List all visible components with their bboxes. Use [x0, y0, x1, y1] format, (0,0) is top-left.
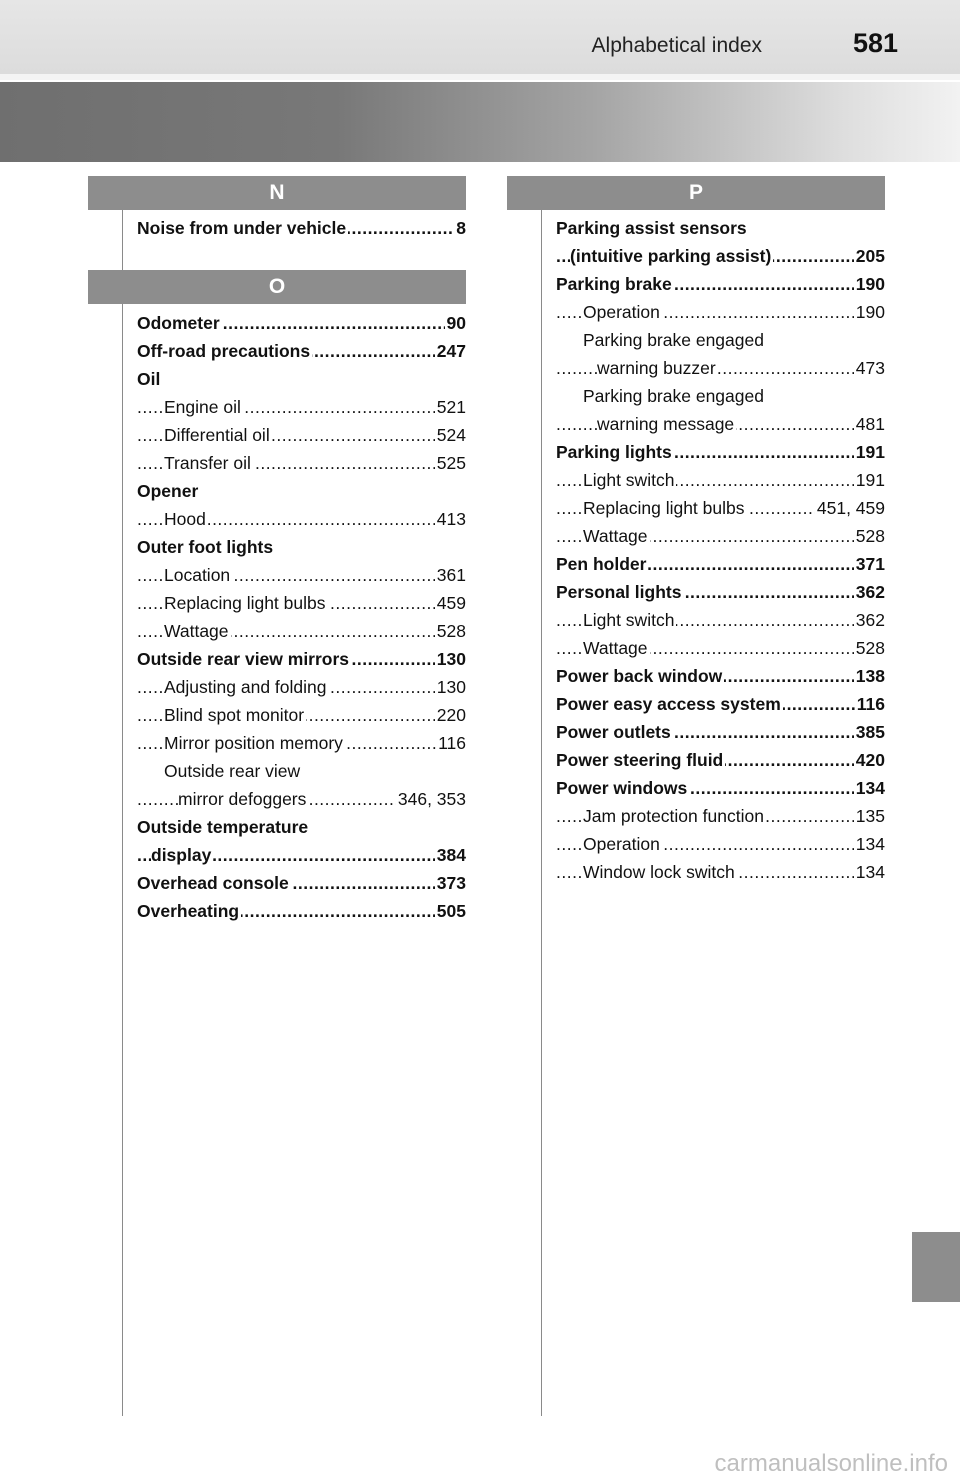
index-entry [556, 858, 885, 886]
index-entry [137, 645, 466, 673]
index-entry [556, 662, 885, 690]
entry-term: Transfer oil [164, 453, 251, 473]
index-entry [137, 309, 466, 337]
entry-term: Replacing light bulbs [583, 498, 745, 518]
index-entry [556, 438, 885, 466]
index-entry [137, 393, 466, 421]
watermark: carmanualsonline.info [714, 1450, 948, 1477]
section-p-entries [556, 214, 885, 886]
entry-page-ref: 528 [854, 522, 885, 550]
index-entry [556, 270, 885, 298]
left-column-rule [122, 210, 123, 1416]
entry-term: Off-road precautions [137, 341, 311, 361]
index-entry [556, 746, 885, 774]
entry-page-ref: 371 [854, 550, 885, 578]
page-header [0, 0, 960, 80]
entry-term: Operation [583, 834, 660, 854]
entry-term: warning buzzer [597, 358, 716, 378]
entry-page-ref: 191 [854, 466, 885, 494]
entry-term: Operation [583, 302, 660, 322]
header-title: Alphabetical index [591, 34, 762, 57]
index-entry [137, 449, 466, 477]
entry-term: Power steering fluid [556, 750, 724, 770]
entry-term: Blind spot monitor [164, 705, 305, 725]
entry-page-ref: 362 [854, 606, 885, 634]
entry-page-ref: 524 [435, 421, 466, 449]
entry-term: Outer foot lights [137, 537, 274, 557]
index-entry [556, 242, 885, 270]
section-header-o: O [88, 270, 466, 304]
entry-term: display [151, 845, 212, 865]
entry-term: Jam protection function [583, 806, 764, 826]
index-entry [137, 841, 466, 869]
entry-term: Noise from under vehicle [137, 218, 347, 238]
index-entry [556, 718, 885, 746]
entry-page-ref: 373 [435, 869, 466, 897]
index-entry [556, 326, 885, 354]
index-entry [556, 550, 885, 578]
index-entry [556, 494, 885, 522]
entry-page-ref: 205 [854, 242, 885, 270]
index-entry [556, 774, 885, 802]
entry-page-ref: 362 [854, 578, 885, 606]
index-entry [137, 813, 466, 841]
entry-page-ref: 116 [436, 729, 466, 757]
index-entry [556, 382, 885, 410]
entry-page-ref: 481 [854, 410, 885, 438]
entry-page-ref: 135 [854, 802, 885, 830]
index-entry [556, 522, 885, 550]
index-entry [556, 634, 885, 662]
entry-term: Opener [137, 481, 199, 501]
entry-page-ref: 190 [854, 298, 885, 326]
index-entry [137, 589, 466, 617]
entry-term: Engine oil [164, 397, 241, 417]
index-entry [137, 729, 466, 757]
index-entry [556, 354, 885, 382]
entry-page-ref: 130 [435, 673, 466, 701]
entry-page-ref: 134 [854, 858, 885, 886]
entry-term: Power windows [556, 778, 688, 798]
entry-term: Hood [164, 509, 206, 529]
entry-page-ref: 191 [854, 438, 885, 466]
index-entry [137, 869, 466, 897]
entry-page-ref: 346, 353 [396, 785, 466, 813]
right-column-rule [541, 210, 542, 1416]
entry-page-ref: 190 [854, 270, 885, 298]
entry-page-ref: 473 [854, 354, 885, 382]
entry-term: Power outlets [556, 722, 671, 742]
index-entry [556, 410, 885, 438]
entry-term: Replacing light bulbs [164, 593, 326, 613]
index-entry [137, 365, 466, 393]
entry-page-ref: 130 [435, 645, 466, 673]
page-number: 581 [852, 28, 898, 58]
entry-term: Window lock switch [583, 862, 735, 882]
entry-term: Parking brake [556, 274, 672, 294]
entry-page-ref: 384 [435, 841, 466, 869]
entry-term: Pen holder [556, 554, 647, 574]
entry-page-ref: 138 [854, 662, 885, 690]
entry-term: Mirror position memory [164, 733, 343, 753]
entry-page-ref: 420 [854, 746, 885, 774]
entry-term: (intuitive parking assist) [570, 246, 772, 266]
index-entry [556, 830, 885, 858]
index-entry [137, 897, 466, 925]
entry-term: Location [164, 565, 231, 585]
section-o-entries [137, 309, 466, 925]
entry-term: Odometer [137, 313, 220, 333]
entry-term: Differential oil [164, 425, 270, 445]
side-thumb-tab [912, 1232, 960, 1302]
entry-page-ref: 116 [855, 690, 885, 718]
entry-page-ref: 247 [435, 337, 466, 365]
entry-term: Outside rear view mirrors [137, 649, 350, 669]
entry-page-ref: 134 [854, 774, 885, 802]
index-entry [137, 701, 466, 729]
entry-page-ref: 8 [454, 214, 466, 242]
entry-page-ref: 525 [435, 449, 466, 477]
entry-term: Outside temperature [137, 817, 309, 837]
entry-page-ref: 361 [435, 561, 466, 589]
entry-page-ref: 385 [854, 718, 885, 746]
entry-page-ref: 220 [435, 701, 466, 729]
index-entry [137, 477, 466, 505]
index-entry [137, 337, 466, 365]
entry-term: warning message [597, 414, 735, 434]
entry-term: Adjusting and folding [164, 677, 327, 697]
index-entry [137, 561, 466, 589]
index-entry [556, 690, 885, 718]
entry-term: Light switch [583, 610, 675, 630]
entry-term: mirror defoggers [178, 789, 307, 809]
entry-term: Parking brake engaged [583, 386, 764, 406]
entry-term: Outside rear view [164, 761, 301, 781]
entry-page-ref: 451, 459 [815, 494, 885, 522]
entry-page-ref: 528 [854, 634, 885, 662]
entry-page-ref: 90 [445, 309, 466, 337]
entry-page-ref: 134 [854, 830, 885, 858]
entry-page-ref: 459 [435, 589, 466, 617]
entry-term: Wattage [583, 638, 648, 658]
index-entry [137, 533, 466, 561]
header-banner [0, 82, 960, 162]
index-entry [137, 505, 466, 533]
entry-term: Oil [137, 369, 161, 389]
entry-term: Personal lights [556, 582, 682, 602]
index-entry [137, 785, 466, 813]
index-entry [556, 214, 885, 242]
index-entry [137, 421, 466, 449]
entry-page-ref: 413 [435, 505, 466, 533]
entry-term: Overhead console [137, 873, 289, 893]
entry-term: Overheating [137, 901, 240, 921]
index-entry [556, 578, 885, 606]
index-entry [556, 466, 885, 494]
index-entry [556, 606, 885, 634]
index-entry [556, 802, 885, 830]
section-header-p: P [507, 176, 885, 210]
entry-term: Power easy access system [556, 694, 781, 714]
index-entry [556, 298, 885, 326]
index-entry [137, 757, 466, 785]
entry-page-ref: 528 [435, 617, 466, 645]
entry-term: Parking lights [556, 442, 672, 462]
entry-term: Parking brake engaged [583, 330, 764, 350]
index-entry [137, 617, 466, 645]
entry-term: Parking assist sensors [556, 218, 747, 238]
entry-page-ref: 521 [435, 393, 466, 421]
entry-term: Wattage [583, 526, 648, 546]
entry-term: Power back window [556, 666, 723, 686]
index-entry [137, 214, 466, 242]
section-header-n: N [88, 176, 466, 210]
entry-page-ref: 505 [435, 897, 466, 925]
index-entry [137, 673, 466, 701]
entry-term: Wattage [164, 621, 229, 641]
entry-term: Light switch [583, 470, 675, 490]
section-n-entries [137, 214, 466, 242]
